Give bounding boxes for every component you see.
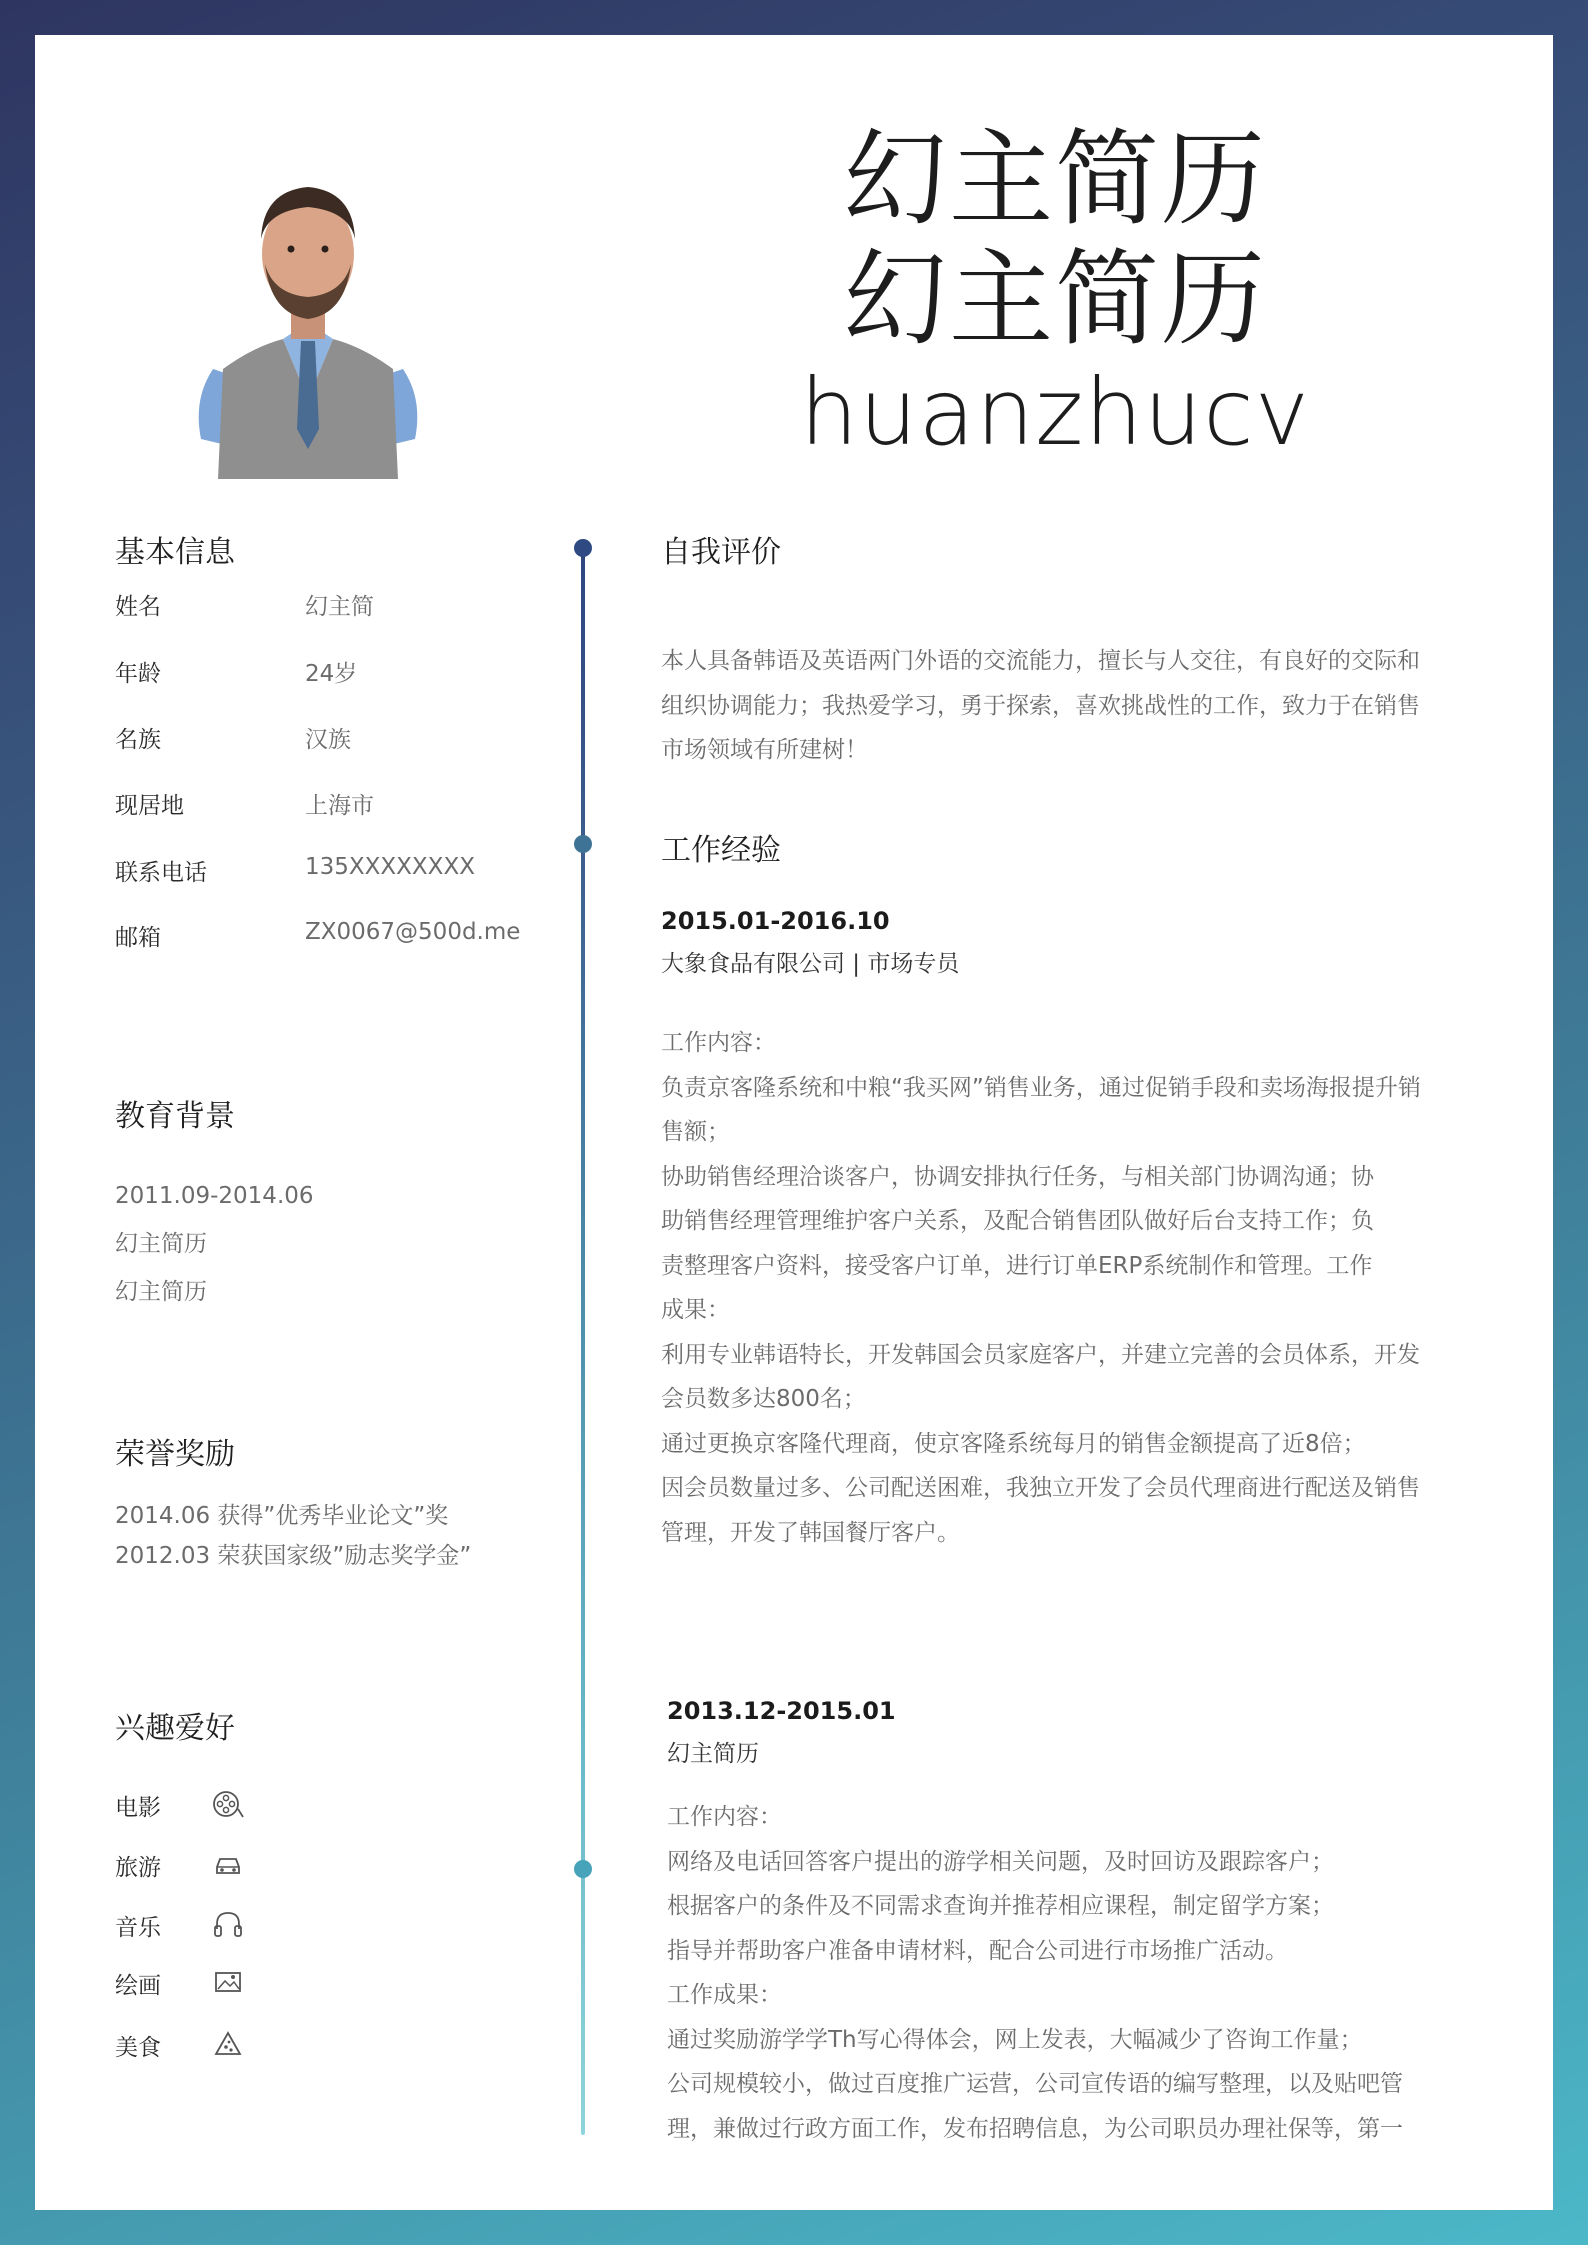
text-line: 工作内容： [667,1804,782,1830]
hobby-label: 电影 [115,1795,161,1821]
resume-paper [35,35,1553,2210]
text-line: 责整理客户资料，接受客户订单，进行订单ERP系统制作和管理。工作 [661,1252,1373,1279]
headphones-icon [211,1907,245,1941]
film-reel-icon [211,1787,245,1821]
text-line: 因会员数量过多、公司配送困难，我独立开发了会员代理商进行配送及销售 [661,1475,1420,1501]
hobby-label: 音乐 [115,1915,161,1941]
text-line: 市场领域有所建树！ [661,737,868,763]
car-icon [211,1847,245,1881]
info-row [115,787,535,827]
honor-item: 2012.03 荣获国家级”励志奖学金” [115,1543,472,1569]
picture-icon [211,1965,245,1999]
text-line: 成果： [661,1297,730,1323]
text-line: 管理，开发了韩国餐厅客户。 [661,1519,960,1546]
title-cn-2: 幻主简历 [842,238,1267,360]
hobby-item [115,2029,315,2069]
text-line: 助销售经理管理维护客户关系，及配合销售团队做好后台支持工作；负 [661,1208,1374,1234]
text-line: 本人具备韩语及英语两门外语的交流能力，擅长与人交往，有良好的交际和 [661,648,1420,674]
hobby-item [115,1849,315,1889]
pizza-icon [211,2027,245,2061]
text-line: 理，兼做过行政方面工作，发布招聘信息，为公司职员办理社保等，第一 [667,2115,1403,2142]
info-label: 邮箱 [115,925,161,951]
text-line: 公司规模较小，做过百度推广运营，公司宣传语的编写整理，以及贴吧管 [667,2071,1403,2097]
info-value: 24岁 [305,661,358,687]
hobby-item [115,1967,315,2007]
work-title: 工作经验 [661,833,781,868]
honors-title: 荣誉奖励 [115,1437,235,1472]
job-company: 幻主简历 [667,1741,759,1767]
info-label: 名族 [115,727,161,753]
title-en-wrap [735,367,1375,451]
hobby-item [115,1909,315,1949]
hobbies-title: 兴趣爱好 [115,1711,235,1746]
timeline-line [581,545,585,2135]
job-period: 2015.01-2016.10 [661,907,890,935]
info-row [115,854,535,894]
hobby-label: 绘画 [115,1973,161,1999]
self-eval-text [661,639,1481,773]
text-line: 工作成果： [667,1982,782,2008]
text-line: 通过奖励游学学Th写心得体会，网上发表，大幅减少了咨询工作量； [667,2026,1363,2053]
info-value: 上海市 [305,793,374,819]
profile-photo [153,99,463,479]
honor-item: 2014.06 获得”优秀毕业论文”奖 [115,1503,449,1529]
info-row [115,655,535,695]
text-line: 协助销售经理洽谈客户，协调安排执行任务，与相关部门协调沟通；协 [661,1163,1374,1190]
timeline-dot [574,1860,592,1878]
self-eval-title: 自我评价 [661,535,781,570]
title-en: huanzhucv [799,367,1311,451]
education-title: 教育背景 [115,1099,235,1134]
hobby-label: 旅游 [115,1855,161,1881]
text-line: 负责京客隆系统和中粮“我买网”销售业务，通过促销手段和卖场海报提升销 [661,1074,1421,1101]
timeline-dot [574,539,592,557]
education-period: 2011.09-2014.06 [115,1183,314,1209]
info-row [115,919,535,959]
info-label: 联系电话 [115,860,207,886]
info-value: ZX0067@500d.me [305,919,521,945]
text-line: 通过更换京客隆代理商，使京客隆系统每月的销售金额提高了近8倍； [661,1430,1366,1457]
info-label: 现居地 [115,793,184,819]
text-line: 利用专业韩语特长，开发韩国会员家庭客户，并建立完善的会员体系，开发 [661,1341,1420,1368]
info-value: 135XXXXXXXX [305,854,475,880]
info-value: 汉族 [305,727,351,753]
hobby-label: 美食 [115,2035,161,2061]
basic-info-title: 基本信息 [115,535,235,570]
job-description [661,1021,1481,1555]
info-label: 姓名 [115,594,161,620]
text-line: 售额； [661,1119,730,1145]
text-line: 会员数多达800名； [661,1386,866,1412]
timeline-dot [574,835,592,853]
title-cn-1: 幻主简历 [842,118,1267,240]
text-line: 网络及电话回答客户提出的游学相关问题，及时回访及跟踪客户； [667,1848,1334,1875]
text-line: 指导并帮助客户准备申请材料，配合公司进行市场推广活动。 [667,1937,1288,1964]
info-row [115,588,535,628]
text-line: 根据客户的条件及不同需求查询并推荐相应课程，制定留学方案； [667,1893,1334,1919]
hobby-item [115,1789,315,1829]
text-line: 组织协调能力；我热爱学习，勇于探索，喜欢挑战性的工作，致力于在销售 [661,692,1420,719]
info-value: 幻主简 [305,594,374,620]
info-row [115,721,535,761]
job-description [667,1795,1487,2151]
job-period: 2013.12-2015.01 [667,1697,896,1725]
job-company: 大象食品有限公司 | 市场专员 [661,951,960,977]
text-line: 工作内容： [661,1030,776,1056]
education-major: 幻主简历 [115,1279,207,1305]
education-school: 幻主简历 [115,1231,207,1257]
info-label: 年龄 [115,661,161,687]
